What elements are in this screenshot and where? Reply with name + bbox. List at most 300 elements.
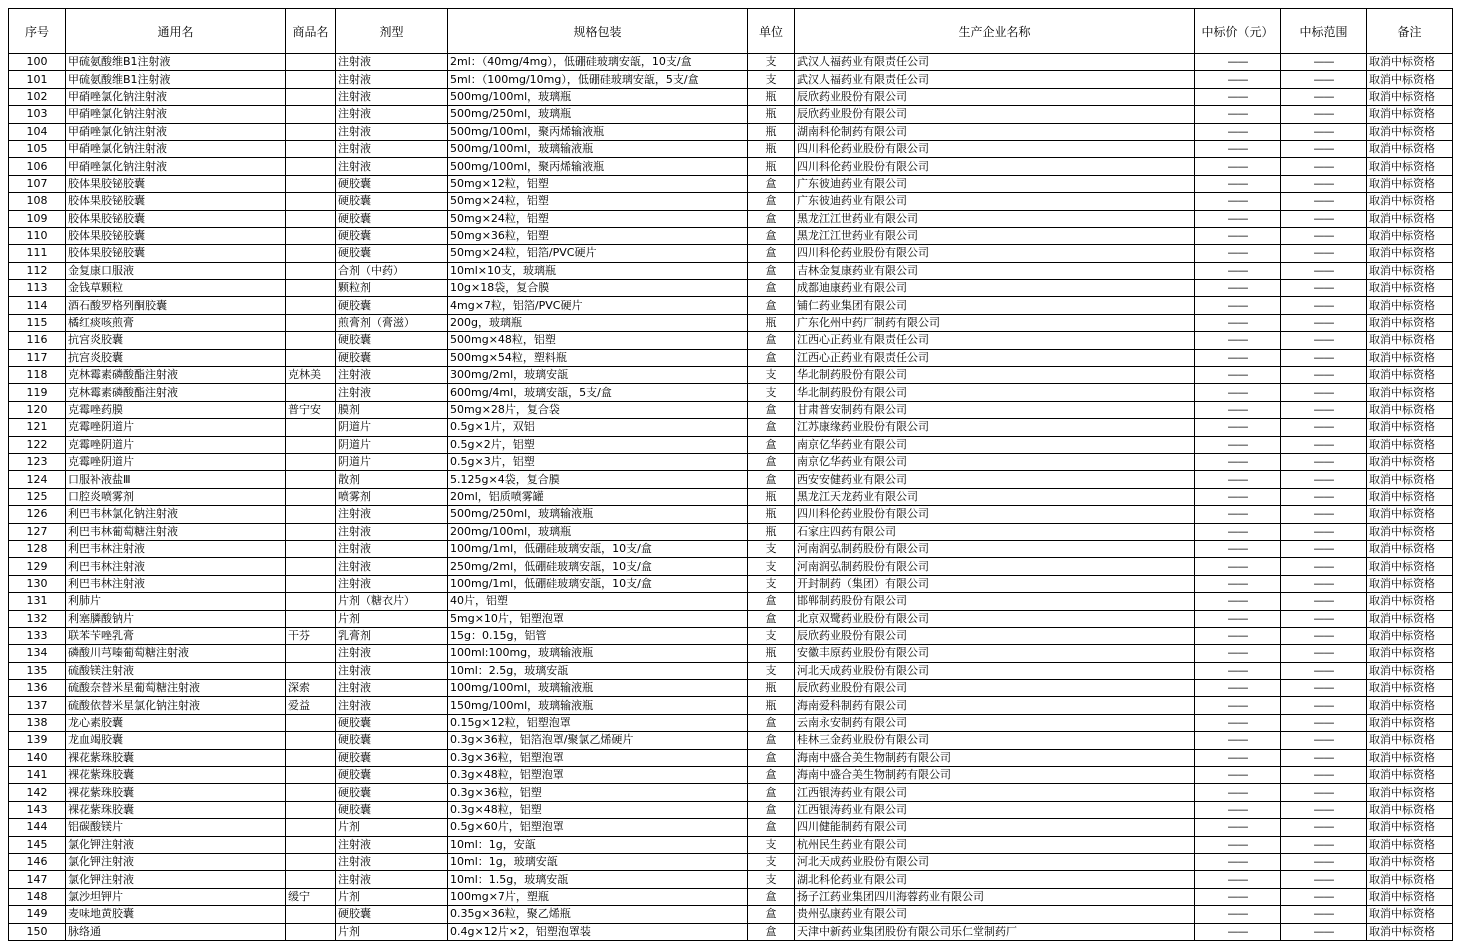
cell-bid-scope: —— (1281, 262, 1367, 279)
cell-manufacturer: 铺仁药业集团有限公司 (795, 297, 1195, 314)
cell-remark: 取消中标资格 (1367, 106, 1453, 123)
cell-brand-name (286, 245, 336, 262)
cell-bid-price: —— (1195, 645, 1281, 662)
cell-bid-price: —— (1195, 227, 1281, 244)
cell-dosage-form: 阴道片 (336, 436, 448, 453)
cell-bid-price: —— (1195, 384, 1281, 401)
cell-unit: 盒 (748, 923, 795, 940)
cell-spec-package: 0.5g×60片，铝塑泡罩 (448, 819, 748, 836)
table-row (9, 540, 1453, 557)
cell-brand-name: 缓宁 (286, 888, 336, 905)
cell-spec-package: 5mg×10片，铝塑泡罩 (448, 610, 748, 627)
cell-dosage-form: 注射液 (336, 71, 448, 88)
cell-bid-price: —— (1195, 523, 1281, 540)
table-row (9, 140, 1453, 157)
cell-dosage-form: 片剂 (336, 610, 448, 627)
cell-bid-price: —— (1195, 593, 1281, 610)
cell-remark: 取消中标资格 (1367, 784, 1453, 801)
cell-unit: 支 (748, 384, 795, 401)
cell-spec-package: 50mg×36粒，铝塑 (448, 227, 748, 244)
table-row (9, 88, 1453, 105)
cell-manufacturer: 石家庄四药有限公司 (795, 523, 1195, 540)
cell-bid-scope: —— (1281, 871, 1367, 888)
cell-dosage-form: 膜剂 (336, 401, 448, 418)
col-header-unit: 单位 (748, 9, 795, 54)
cell-remark: 取消中标资格 (1367, 419, 1453, 436)
cell-dosage-form: 注射液 (336, 506, 448, 523)
cell-brand-name (286, 384, 336, 401)
cell-unit: 瓶 (748, 140, 795, 157)
cell-bid-scope: —— (1281, 453, 1367, 470)
cell-index: 101 (9, 71, 66, 88)
cell-index: 122 (9, 436, 66, 453)
cell-index: 133 (9, 627, 66, 644)
cell-bid-scope: —— (1281, 506, 1367, 523)
cell-manufacturer: 成都迪康药业有限公司 (795, 280, 1195, 297)
cell-manufacturer: 四川科伦药业股份有限公司 (795, 245, 1195, 262)
cell-bid-price: —— (1195, 314, 1281, 331)
cell-bid-scope: —— (1281, 332, 1367, 349)
cell-generic-name: 橘红痰咳煎膏 (66, 314, 286, 331)
col-header-bid-price: 中标价（元） (1195, 9, 1281, 54)
cell-bid-scope: —— (1281, 784, 1367, 801)
table-row (9, 123, 1453, 140)
cell-remark: 取消中标资格 (1367, 314, 1453, 331)
cell-manufacturer: 河北天成药业股份有限公司 (795, 853, 1195, 870)
cell-unit: 瓶 (748, 106, 795, 123)
cell-remark: 取消中标资格 (1367, 836, 1453, 853)
cell-unit: 盒 (748, 280, 795, 297)
bid-results-sheet (8, 8, 1453, 941)
cell-remark: 取消中标资格 (1367, 714, 1453, 731)
cell-unit: 支 (748, 853, 795, 870)
cell-generic-name: 利巴韦林葡萄糖注射液 (66, 523, 286, 540)
cell-dosage-form: 注射液 (336, 123, 448, 140)
cell-remark: 取消中标资格 (1367, 558, 1453, 575)
cell-dosage-form: 注射液 (336, 662, 448, 679)
cell-bid-price: —— (1195, 819, 1281, 836)
cell-remark: 取消中标资格 (1367, 645, 1453, 662)
cell-manufacturer: 广东彼迪药业有限公司 (795, 193, 1195, 210)
cell-index: 140 (9, 749, 66, 766)
table-row (9, 401, 1453, 418)
cell-bid-scope: —— (1281, 175, 1367, 192)
cell-index: 141 (9, 767, 66, 784)
cell-index: 139 (9, 732, 66, 749)
cell-bid-scope: —— (1281, 575, 1367, 592)
cell-manufacturer: 河北天成药业股份有限公司 (795, 662, 1195, 679)
cell-manufacturer: 四川科伦药业股份有限公司 (795, 506, 1195, 523)
cell-brand-name (286, 158, 336, 175)
cell-bid-scope: —— (1281, 297, 1367, 314)
table-row (9, 506, 1453, 523)
cell-generic-name: 裸花紫珠胶囊 (66, 749, 286, 766)
cell-spec-package: 10ml：1g，安瓿 (448, 836, 748, 853)
cell-dosage-form: 硬胶囊 (336, 714, 448, 731)
cell-unit: 盒 (748, 349, 795, 366)
cell-bid-price: —— (1195, 297, 1281, 314)
cell-dosage-form: 阴道片 (336, 453, 448, 470)
cell-spec-package: 10ml×10支，玻璃瓶 (448, 262, 748, 279)
cell-index: 147 (9, 871, 66, 888)
table-row (9, 349, 1453, 366)
cell-dosage-form: 硬胶囊 (336, 210, 448, 227)
cell-brand-name (286, 871, 336, 888)
table-row (9, 419, 1453, 436)
cell-spec-package: 0.5g×2片，铝塑 (448, 436, 748, 453)
cell-bid-scope: —— (1281, 436, 1367, 453)
cell-index: 126 (9, 506, 66, 523)
col-header-brand-name: 商品名 (286, 9, 336, 54)
cell-spec-package: 50mg×24粒，铝箔/PVC硬片 (448, 245, 748, 262)
cell-bid-price: —— (1195, 784, 1281, 801)
cell-manufacturer: 河南润弘制药股份有限公司 (795, 540, 1195, 557)
header-row (9, 9, 1453, 54)
cell-brand-name (286, 106, 336, 123)
col-header-remark: 备注 (1367, 9, 1453, 54)
table-row (9, 314, 1453, 331)
cell-brand-name: 干芬 (286, 627, 336, 644)
table-row (9, 697, 1453, 714)
cell-generic-name: 氯化钾注射液 (66, 853, 286, 870)
cell-bid-price: —— (1195, 732, 1281, 749)
cell-unit: 瓶 (748, 680, 795, 697)
cell-remark: 取消中标资格 (1367, 193, 1453, 210)
table-row (9, 749, 1453, 766)
cell-brand-name (286, 193, 336, 210)
cell-brand-name: 深索 (286, 680, 336, 697)
cell-bid-scope: —— (1281, 367, 1367, 384)
cell-bid-scope: —— (1281, 54, 1367, 71)
cell-bid-price: —— (1195, 245, 1281, 262)
cell-bid-scope: —— (1281, 419, 1367, 436)
cell-unit: 盒 (748, 906, 795, 923)
cell-spec-package: 250mg/2ml，低硼硅玻璃安瓿，10支/盒 (448, 558, 748, 575)
col-header-dosage-form: 剂型 (336, 9, 448, 54)
cell-dosage-form: 硬胶囊 (336, 297, 448, 314)
cell-generic-name: 克林霉素磷酸酯注射液 (66, 367, 286, 384)
cell-bid-scope: —— (1281, 280, 1367, 297)
cell-generic-name: 抗宫炎胶囊 (66, 332, 286, 349)
cell-remark: 取消中标资格 (1367, 697, 1453, 714)
table-row (9, 384, 1453, 401)
cell-unit: 支 (748, 627, 795, 644)
cell-brand-name (286, 853, 336, 870)
cell-brand-name (286, 123, 336, 140)
cell-brand-name (286, 175, 336, 192)
cell-generic-name: 氯沙坦钾片 (66, 888, 286, 905)
cell-bid-price: —— (1195, 767, 1281, 784)
table-row (9, 297, 1453, 314)
cell-brand-name (286, 767, 336, 784)
cell-spec-package: 500mg/100ml，玻璃瓶 (448, 88, 748, 105)
cell-manufacturer: 云南永安制药有限公司 (795, 714, 1195, 731)
cell-unit: 支 (748, 558, 795, 575)
cell-spec-package: 50mg×24粒，铝塑 (448, 210, 748, 227)
cell-remark: 取消中标资格 (1367, 540, 1453, 557)
cell-bid-price: —— (1195, 88, 1281, 105)
cell-spec-package: 5.125g×4袋，复合膜 (448, 471, 748, 488)
cell-bid-scope: —— (1281, 819, 1367, 836)
cell-bid-price: —— (1195, 54, 1281, 71)
cell-unit: 盒 (748, 767, 795, 784)
cell-dosage-form: 硬胶囊 (336, 732, 448, 749)
cell-bid-scope: —— (1281, 88, 1367, 105)
cell-unit: 瓶 (748, 158, 795, 175)
cell-generic-name: 克霉唑阴道片 (66, 453, 286, 470)
cell-remark: 取消中标资格 (1367, 262, 1453, 279)
cell-unit: 盒 (748, 262, 795, 279)
cell-manufacturer: 甘肃普安制药有限公司 (795, 401, 1195, 418)
cell-dosage-form: 注射液 (336, 871, 448, 888)
cell-dosage-form: 硬胶囊 (336, 245, 448, 262)
cell-dosage-form: 散剂 (336, 471, 448, 488)
col-header-manufacturer: 生产企业名称 (795, 9, 1195, 54)
cell-index: 107 (9, 175, 66, 192)
cell-bid-price: —— (1195, 506, 1281, 523)
col-header-spec-package: 规格包装 (448, 9, 748, 54)
cell-bid-price: —— (1195, 906, 1281, 923)
cell-manufacturer: 辰欣药业股份有限公司 (795, 106, 1195, 123)
cell-bid-price: —— (1195, 923, 1281, 940)
cell-unit: 盒 (748, 436, 795, 453)
table-row (9, 227, 1453, 244)
cell-bid-scope: —— (1281, 471, 1367, 488)
cell-bid-scope: —— (1281, 71, 1367, 88)
cell-manufacturer: 江西银涛药业有限公司 (795, 784, 1195, 801)
cell-manufacturer: 辰欣药业股份有限公司 (795, 627, 1195, 644)
table-row (9, 575, 1453, 592)
cell-dosage-form: 注射液 (336, 558, 448, 575)
cell-bid-price: —— (1195, 697, 1281, 714)
cell-index: 115 (9, 314, 66, 331)
cell-index: 114 (9, 297, 66, 314)
cell-bid-scope: —— (1281, 801, 1367, 818)
cell-bid-price: —— (1195, 610, 1281, 627)
cell-remark: 取消中标资格 (1367, 853, 1453, 870)
cell-bid-scope: —— (1281, 401, 1367, 418)
cell-unit: 盒 (748, 714, 795, 731)
cell-spec-package: 4mg×7粒，铝箔/PVC硬片 (448, 297, 748, 314)
cell-bid-price: —— (1195, 280, 1281, 297)
cell-remark: 取消中标资格 (1367, 923, 1453, 940)
cell-spec-package: 50mg×12粒，铝塑 (448, 175, 748, 192)
cell-brand-name: 爱益 (286, 697, 336, 714)
cell-dosage-form: 注射液 (336, 697, 448, 714)
cell-index: 132 (9, 610, 66, 627)
cell-remark: 取消中标资格 (1367, 140, 1453, 157)
cell-spec-package: 500mg/100ml，玻璃输液瓶 (448, 140, 748, 157)
cell-spec-package: 50mg×28片，复合袋 (448, 401, 748, 418)
cell-dosage-form: 注射液 (336, 140, 448, 157)
cell-manufacturer: 广东化州中药厂制药有限公司 (795, 314, 1195, 331)
cell-generic-name: 利塞膦酸钠片 (66, 610, 286, 627)
cell-index: 138 (9, 714, 66, 731)
table-row (9, 453, 1453, 470)
cell-index: 128 (9, 540, 66, 557)
cell-remark: 取消中标资格 (1367, 436, 1453, 453)
cell-spec-package: 0.3g×36粒，铝箔泡罩/聚氯乙烯硬片 (448, 732, 748, 749)
cell-manufacturer: 江西银涛药业有限公司 (795, 801, 1195, 818)
cell-bid-scope: —— (1281, 853, 1367, 870)
cell-bid-price: —— (1195, 332, 1281, 349)
cell-unit: 盒 (748, 297, 795, 314)
cell-bid-price: —— (1195, 540, 1281, 557)
cell-dosage-form: 硬胶囊 (336, 175, 448, 192)
cell-bid-scope: —— (1281, 888, 1367, 905)
cell-spec-package: 10g×18袋，复合膜 (448, 280, 748, 297)
cell-dosage-form: 注射液 (336, 540, 448, 557)
table-row (9, 801, 1453, 818)
cell-dosage-form: 注射液 (336, 384, 448, 401)
cell-spec-package: 0.5g×3片，铝塑 (448, 453, 748, 470)
cell-bid-price: —— (1195, 193, 1281, 210)
cell-unit: 盒 (748, 193, 795, 210)
cell-index: 105 (9, 140, 66, 157)
cell-unit: 瓶 (748, 123, 795, 140)
cell-bid-price: —— (1195, 749, 1281, 766)
cell-brand-name (286, 714, 336, 731)
table-row (9, 767, 1453, 784)
cell-index: 129 (9, 558, 66, 575)
cell-bid-scope: —— (1281, 106, 1367, 123)
cell-generic-name: 硫酸奈替米星葡萄糖注射液 (66, 680, 286, 697)
cell-bid-price: —— (1195, 140, 1281, 157)
cell-bid-price: —— (1195, 453, 1281, 470)
cell-generic-name: 龙血竭胶囊 (66, 732, 286, 749)
cell-dosage-form: 硬胶囊 (336, 193, 448, 210)
cell-index: 116 (9, 332, 66, 349)
table-row (9, 836, 1453, 853)
cell-generic-name: 胶体果胶铋胶囊 (66, 210, 286, 227)
cell-spec-package: 600mg/4ml，玻璃安瓿，5支/盒 (448, 384, 748, 401)
cell-remark: 取消中标资格 (1367, 227, 1453, 244)
cell-index: 146 (9, 853, 66, 870)
cell-spec-package: 500mg/100ml，聚丙烯输液瓶 (448, 123, 748, 140)
cell-bid-scope: —— (1281, 627, 1367, 644)
cell-bid-price: —— (1195, 575, 1281, 592)
cell-index: 108 (9, 193, 66, 210)
cell-remark: 取消中标资格 (1367, 749, 1453, 766)
cell-dosage-form: 片剂（糖衣片） (336, 593, 448, 610)
cell-brand-name (286, 297, 336, 314)
cell-generic-name: 氯化钾注射液 (66, 871, 286, 888)
cell-unit: 瓶 (748, 645, 795, 662)
cell-dosage-form: 注射液 (336, 836, 448, 853)
cell-bid-scope: —— (1281, 245, 1367, 262)
cell-index: 143 (9, 801, 66, 818)
cell-brand-name (286, 140, 336, 157)
cell-index: 131 (9, 593, 66, 610)
table-row (9, 906, 1453, 923)
cell-manufacturer: 辰欣药业股份有限公司 (795, 680, 1195, 697)
cell-manufacturer: 北京双鹭药业股份有限公司 (795, 610, 1195, 627)
cell-remark: 取消中标资格 (1367, 906, 1453, 923)
cell-brand-name (286, 488, 336, 505)
cell-brand-name (286, 54, 336, 71)
table-row (9, 71, 1453, 88)
cell-spec-package: 0.5g×1片，双铝 (448, 419, 748, 436)
table-row (9, 610, 1453, 627)
cell-spec-package: 0.3g×36粒，铝塑 (448, 784, 748, 801)
cell-dosage-form: 注射液 (336, 158, 448, 175)
cell-index: 111 (9, 245, 66, 262)
cell-remark: 取消中标资格 (1367, 245, 1453, 262)
cell-manufacturer: 四川科伦药业股份有限公司 (795, 140, 1195, 157)
cell-dosage-form: 注射液 (336, 54, 448, 71)
cell-remark: 取消中标资格 (1367, 662, 1453, 679)
cell-spec-package: 0.15g×12粒，铝塑泡罩 (448, 714, 748, 731)
table-row (9, 645, 1453, 662)
col-header-generic-name: 通用名 (66, 9, 286, 54)
cell-manufacturer: 南京亿华药业有限公司 (795, 436, 1195, 453)
cell-dosage-form: 硬胶囊 (336, 349, 448, 366)
cell-spec-package: 500mg×48粒，铝塑 (448, 332, 748, 349)
cell-brand-name (286, 801, 336, 818)
cell-unit: 盒 (748, 210, 795, 227)
cell-dosage-form: 片剂 (336, 888, 448, 905)
cell-generic-name: 利巴韦林注射液 (66, 540, 286, 557)
cell-index: 106 (9, 158, 66, 175)
cell-generic-name: 裸花紫珠胶囊 (66, 784, 286, 801)
cell-generic-name: 甲硝唑氯化钠注射液 (66, 123, 286, 140)
cell-unit: 盒 (748, 401, 795, 418)
cell-unit: 支 (748, 662, 795, 679)
cell-brand-name (286, 71, 336, 88)
cell-manufacturer: 黑龙江天龙药业有限公司 (795, 488, 1195, 505)
cell-brand-name (286, 506, 336, 523)
cell-index: 130 (9, 575, 66, 592)
cell-generic-name: 铝碳酸镁片 (66, 819, 286, 836)
cell-generic-name: 胶体果胶铋胶囊 (66, 193, 286, 210)
cell-brand-name (286, 906, 336, 923)
cell-brand-name (286, 471, 336, 488)
cell-remark: 取消中标资格 (1367, 888, 1453, 905)
cell-remark: 取消中标资格 (1367, 767, 1453, 784)
cell-generic-name: 口服补液盐Ⅲ (66, 471, 286, 488)
table-row (9, 158, 1453, 175)
cell-bid-price: —— (1195, 853, 1281, 870)
cell-bid-scope: —— (1281, 558, 1367, 575)
cell-bid-price: —— (1195, 262, 1281, 279)
cell-unit: 支 (748, 540, 795, 557)
cell-index: 100 (9, 54, 66, 71)
cell-index: 148 (9, 888, 66, 905)
table-row (9, 732, 1453, 749)
cell-dosage-form: 注射液 (336, 853, 448, 870)
cell-spec-package: 100mg×7片，塑瓶 (448, 888, 748, 905)
cell-generic-name: 利肺片 (66, 593, 286, 610)
cell-unit: 支 (748, 71, 795, 88)
cell-bid-scope: —— (1281, 906, 1367, 923)
cell-brand-name (286, 210, 336, 227)
cell-bid-price: —— (1195, 158, 1281, 175)
cell-remark: 取消中标资格 (1367, 297, 1453, 314)
cell-bid-price: —— (1195, 888, 1281, 905)
cell-bid-price: —— (1195, 558, 1281, 575)
table-row (9, 280, 1453, 297)
cell-spec-package: 100mg/1ml，低硼硅玻璃安瓿，10支/盒 (448, 540, 748, 557)
cell-remark: 取消中标资格 (1367, 471, 1453, 488)
cell-remark: 取消中标资格 (1367, 801, 1453, 818)
cell-brand-name (286, 610, 336, 627)
cell-index: 121 (9, 419, 66, 436)
cell-manufacturer: 江西心正药业有限责任公司 (795, 349, 1195, 366)
cell-index: 124 (9, 471, 66, 488)
cell-bid-price: —— (1195, 367, 1281, 384)
cell-bid-scope: —— (1281, 540, 1367, 557)
cell-bid-price: —— (1195, 349, 1281, 366)
